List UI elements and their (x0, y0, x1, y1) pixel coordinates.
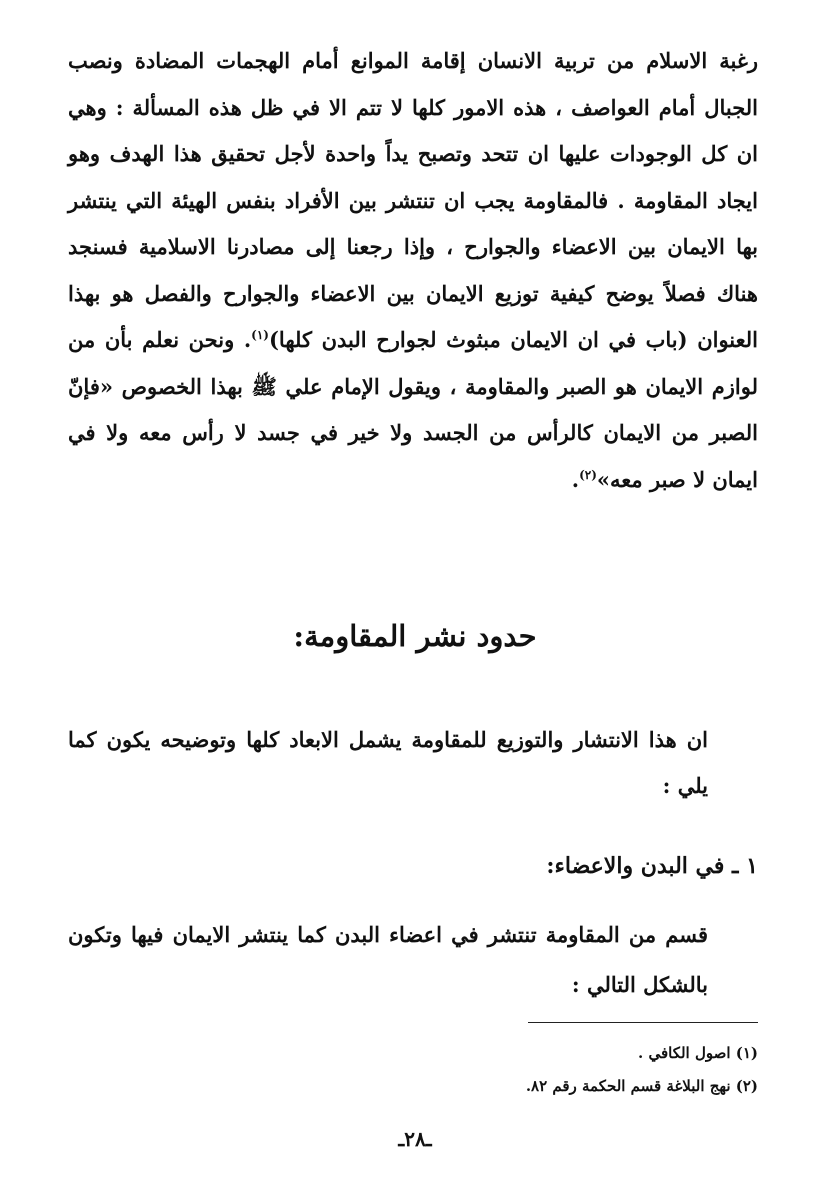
paragraph-1-text-b: . ونحن نعلم بأن من لوازم الايمان هو الصبر والمقاومة ، ويقول الإمام علي ﷺ بهذا الخصوص «فإنّ الصبر من الايمان كالرأس من الجسد ولا خير في جسد لا رأس معه ولا في ايمان لا صبر معه» (68, 327, 758, 492)
section-heading: حدود نشر المقاومة: (293, 619, 537, 653)
page-number: ـ٢٨ـ (398, 1127, 432, 1151)
paragraph-1-text-a: رغبة الاسلام من تربية الانسان إقامة الموانع أمام الهجمات المضادة ونصب الجبال أمام العواصف ، هذه الامور كلها لا تتم الا في ظل هذه المسألة : وهي ان كل الوجودات عليها ان تتحد وتصبح يداً واحدة لأجل تحقيق هذا الهدف وهو ايجاد المقاومة . فالمقاومة يجب ان تنتشر بين الأفراد بنفس الهيئة التي ينتشر بها الايمان بين الاعضاء والجوارح ، وإذا رجعنا إلى مصادرنا الاسلامية فسنجد هناك فصلاً يوضح كيفية توزيع الايمان بين الاعضاء والجوارح والفصل هو بهذا العنوان (باب في ان الايمان مبثوث لجوارح البدن كلها) (68, 48, 759, 352)
footnote-divider (528, 1022, 758, 1023)
footnote-ref-2: (٢) (579, 467, 597, 482)
footnote-ref-1: (١) (251, 328, 269, 342)
body-paragraph-3: قسم من المقاومة تنتشر في اعضاء البدن كما ينتشر الايمان فيها وتكون بالشكل التالي : (68, 922, 708, 997)
subsection-heading: ١ ـ في البدن والاعضاء: (546, 853, 758, 879)
paragraph-1-text-c: . (571, 466, 580, 492)
footnote-1: (١) اصول الكافي . (638, 1044, 758, 1062)
body-paragraph-1 (68, 38, 758, 503)
footnote-2: (٢) نهج البلاغة قسم الحكمة رقم ٨٢. (525, 1077, 758, 1095)
body-paragraph-2: ان هذا الانتشار والتوزيع للمقاومة يشمل الابعاد كلها وتوضيحه يكون كما يلي : (68, 727, 708, 798)
